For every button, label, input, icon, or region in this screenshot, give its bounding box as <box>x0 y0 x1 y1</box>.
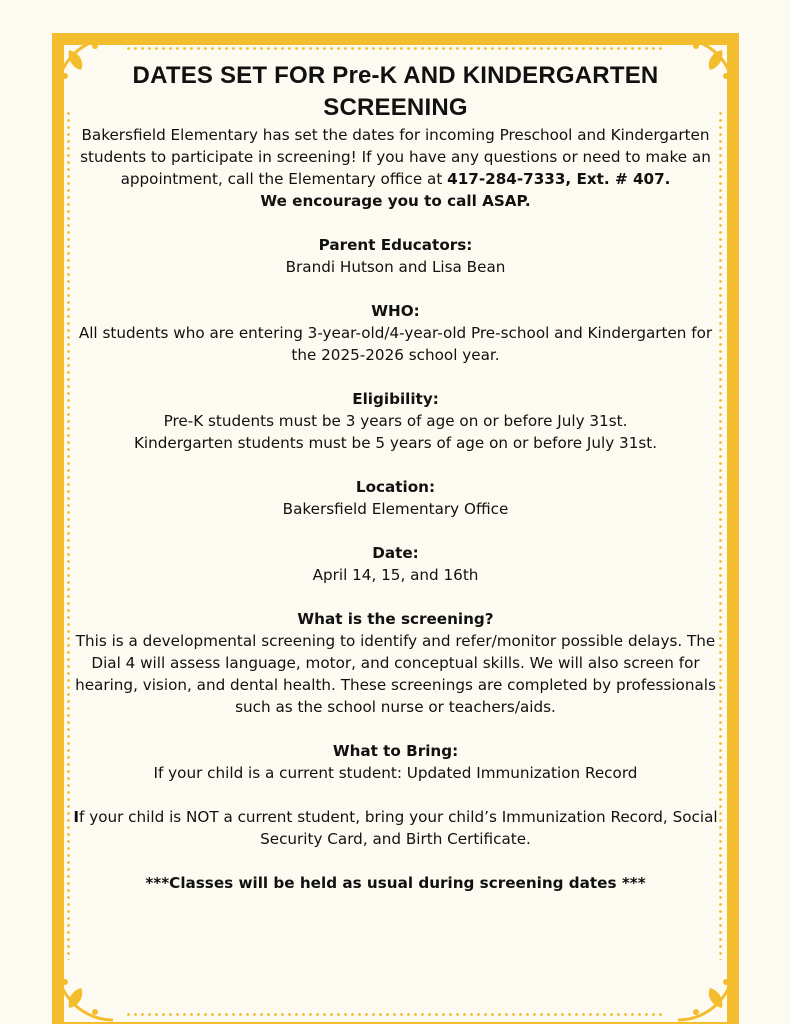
date-text: April 14, 15, and 16th <box>312 566 479 584</box>
what-to-bring-heading: What to Bring: <box>332 742 459 760</box>
parent-educators-heading: Parent Educators: <box>318 236 473 254</box>
intro-text: Bakersfield Elementary has set the dates for incoming Preschool and Kindergarten students to participate in screening! If you have any questions or need to make an appointment, call the Elementary office at <box>80 126 711 188</box>
phone-number: 417-284-7333, Ext. # 407. <box>447 170 671 188</box>
eligibility-prek: Pre-K students must be 3 years of age on or before July 31st. <box>163 412 628 430</box>
eligibility-kindergarten: Kindergarten students must be 5 years of age on or before July 31st. <box>133 434 658 452</box>
location-heading: Location: <box>355 478 436 496</box>
corner-ornament-bottom-left <box>55 962 115 1022</box>
what-is-heading: What is the screening? <box>297 610 494 628</box>
page-title: DATES SET FOR Pre-K AND KINDERGARTEN SCREENING <box>132 62 659 121</box>
what-is-text: This is a developmental screening to identify and refer/monitor possible delays. The Dial 4 will assess language, motor, and conceptual skills. We will also screen for hearing, vision, and dental health. These screenings are completed by professionals such as the school nurse or teachers/aids. <box>75 632 716 716</box>
eligibility-heading: Eligibility: <box>352 390 439 408</box>
parent-educators-names: Brandi Hutson and Lisa Bean <box>285 258 506 276</box>
who-text: All students who are entering 3-year-old/4-year-old Pre-school and Kindergarten for the 2025-2026 school year. <box>78 324 713 364</box>
what-to-bring-new <box>70 806 721 850</box>
location-text: Bakersfield Elementary Office <box>282 500 509 518</box>
what-to-bring-new-initial: I <box>73 808 80 826</box>
what-to-bring-current: If your child is a current student: Updated Immunization Record <box>153 764 638 782</box>
footer-note: ***Classes will be held as usual during screening dates *** <box>145 874 646 892</box>
corner-ornament-bottom-right <box>676 962 736 1022</box>
intro-paragraph <box>70 124 721 190</box>
what-to-bring-new-text: f your child is NOT a current student, bring your child’s Immunization Record, Social Security Card, and Birth Certificate. <box>79 808 718 848</box>
encourage-call: We encourage you to call ASAP. <box>260 192 531 210</box>
top-dotted-rule <box>125 47 665 50</box>
date-heading: Date: <box>372 544 419 562</box>
bottom-dotted-rule <box>125 1013 665 1016</box>
who-heading: WHO: <box>371 302 420 320</box>
flyer-content <box>70 60 721 894</box>
